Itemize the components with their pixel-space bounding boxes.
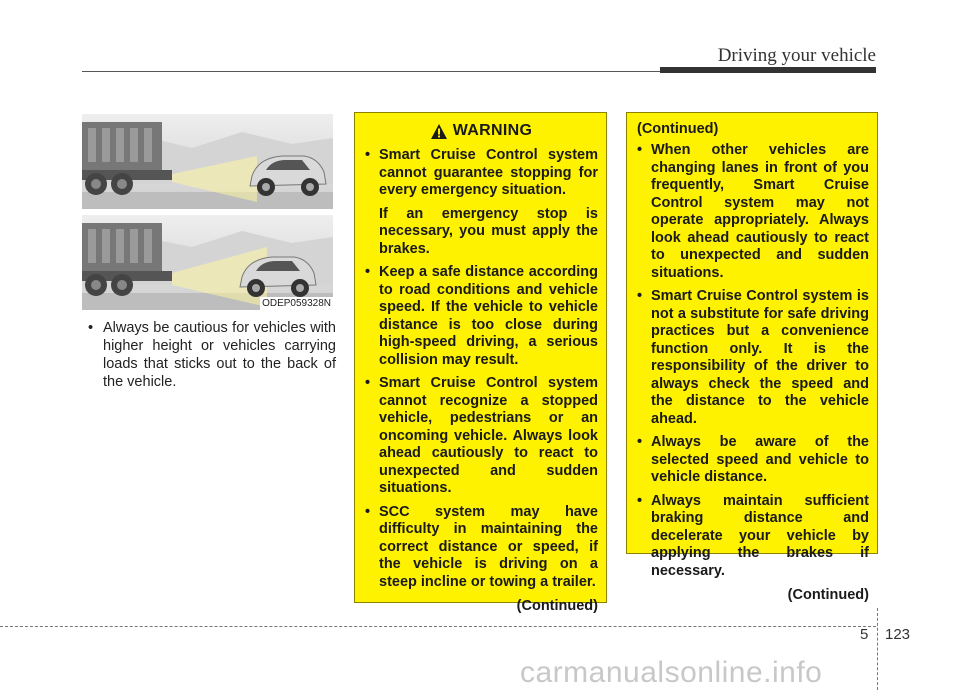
illustration-panel-top [82,114,333,209]
warning-item-text: Always maintain sufficient braking distance and decelerate your vehicle by applying the brakes if necessary. [651,492,869,579]
bullet-mark: • [637,142,643,158]
section-number: 5 [860,626,869,643]
page-header-title: Driving your vehicle [717,45,876,66]
warning-item [365,147,598,258]
continued-warning-box [626,112,878,603]
bullet-mark: • [365,503,371,520]
warning-item [637,288,869,428]
warning-item-text: Keep a safe distance according to road conditions and vehicle speed. If the vehicle to vehicle distance is too close during high-speed driving, a serious collision may result. [379,264,598,368]
continued-label: (Continued) [516,598,598,614]
continued-label: (Continued) [787,587,869,603]
bullet-mark: • [637,288,643,304]
warning-item-extra: If an emergency stop is necessary, you must apply the brakes. [379,205,598,257]
bullet-mark: • [365,375,371,391]
warning-item-text: Smart Cruise Control system cannot guarantee stopping for every emergency situation. [379,147,598,198]
caution-bullet [88,319,336,391]
footer-divider [877,608,878,690]
warning-title: WARNING [452,122,533,139]
warning-item [365,375,598,498]
illustration-panel-bottom [82,215,333,310]
bullet-mark: • [637,434,643,450]
header-rule-accent [660,67,876,73]
bullet-mark: • [88,320,94,336]
footer-rule [0,626,876,627]
warning-item-text: Always be aware of the selected speed and vehicle to vehicle distance. [651,434,869,485]
warning-item [365,264,598,369]
warning-item-text: Smart Cruise Control system cannot recognize a stopped vehicle, pedestrians or an oncoming vehicle. Always look ahead cautiously to react to unexpected and sudden situations. [379,375,598,496]
warning-item-text: SCC system may have difficulty in maintaining the correct distance or speed, if the vehicle is driving on a steep incline or towing a trailer. [379,503,598,590]
warning-heading [365,122,598,140]
warning-item [637,142,869,282]
warning-item-text: When other vehicles are changing lanes in front of you frequently, Smart Cruise Control system may not operate appropriately. Always look ahead cautiously to react to unexpected and sudden situations. [651,142,869,281]
bullet-mark: • [365,264,371,280]
warning-item [365,504,598,592]
warning-triangle-icon [431,124,447,139]
continued-heading: (Continued) [637,121,719,137]
bullet-mark: • [365,147,371,163]
warning-item [637,434,869,487]
warning-item-text: Smart Cruise Control system is not a substitute for safe driving practices but a convenience function only. It is the responsibility of the driver to always check the speed and the distance to the vehicle ahead. [651,288,869,427]
caution-text: Always be cautious for vehicles with higher height or vehicles carrying loads that sticks out to the back of the vehicle. [103,320,336,390]
watermark: carmanualsonline.info [520,656,823,689]
figure-code: ODEP059328N [262,298,331,309]
page-number: 123 [885,626,911,643]
bullet-mark: • [637,492,643,509]
warning-item [637,493,869,581]
illustration-figure [82,114,333,310]
warning-box [354,112,607,614]
